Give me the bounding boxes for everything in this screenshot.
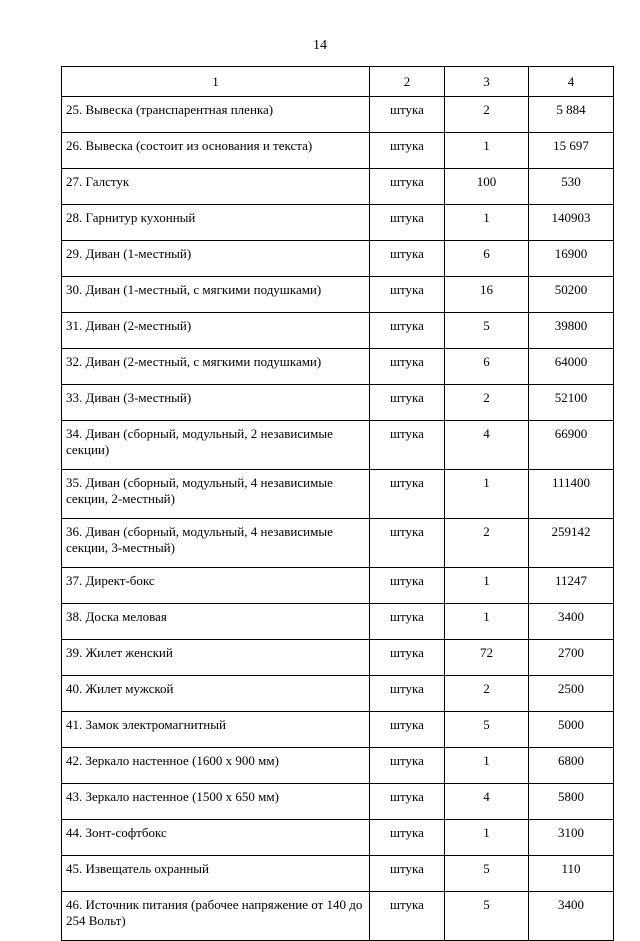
column-header-2: 2 bbox=[370, 67, 445, 97]
item-price: 50200 bbox=[529, 277, 614, 313]
item-price: 52100 bbox=[529, 385, 614, 421]
table-row bbox=[62, 604, 614, 640]
column-header-1: 1 bbox=[62, 67, 370, 97]
table-row bbox=[62, 784, 614, 820]
column-header-4: 4 bbox=[529, 67, 614, 97]
item-price: 3100 bbox=[529, 820, 614, 856]
table-row bbox=[62, 277, 614, 313]
item-name: 36. Диван (сборный, модульный, 4 независимые секции, 3-местный) bbox=[62, 519, 370, 568]
item-quantity: 1 bbox=[445, 470, 529, 519]
item-name: 27. Галстук bbox=[62, 169, 370, 205]
item-unit: штука bbox=[370, 97, 445, 133]
table-row bbox=[62, 820, 614, 856]
table-row bbox=[62, 856, 614, 892]
item-name: 25. Вывеска (транспарентная пленка) bbox=[62, 97, 370, 133]
item-unit: штука bbox=[370, 313, 445, 349]
item-unit: штука bbox=[370, 748, 445, 784]
item-unit: штука bbox=[370, 712, 445, 748]
item-price: 66900 bbox=[529, 421, 614, 470]
item-quantity: 6 bbox=[445, 241, 529, 277]
item-quantity: 5 bbox=[445, 712, 529, 748]
item-name: 33. Диван (3-местный) bbox=[62, 385, 370, 421]
table-row bbox=[62, 97, 614, 133]
item-name: 38. Доска меловая bbox=[62, 604, 370, 640]
item-unit: штука bbox=[370, 519, 445, 568]
item-quantity: 72 bbox=[445, 640, 529, 676]
table-row bbox=[62, 470, 614, 519]
item-price: 3400 bbox=[529, 892, 614, 941]
table-row bbox=[62, 712, 614, 748]
item-quantity: 2 bbox=[445, 519, 529, 568]
item-price: 2700 bbox=[529, 640, 614, 676]
table-row bbox=[62, 169, 614, 205]
table-row bbox=[62, 640, 614, 676]
item-unit: штука bbox=[370, 820, 445, 856]
table-row bbox=[62, 892, 614, 941]
item-unit: штука bbox=[370, 421, 445, 470]
item-name: 32. Диван (2-местный, с мягкими подушками) bbox=[62, 349, 370, 385]
item-price: 64000 bbox=[529, 349, 614, 385]
table-row bbox=[62, 519, 614, 568]
item-quantity: 1 bbox=[445, 133, 529, 169]
item-unit: штука bbox=[370, 349, 445, 385]
item-unit: штука bbox=[370, 640, 445, 676]
item-quantity: 5 bbox=[445, 856, 529, 892]
item-quantity: 1 bbox=[445, 604, 529, 640]
item-price: 16900 bbox=[529, 241, 614, 277]
item-name: 31. Диван (2-местный) bbox=[62, 313, 370, 349]
item-name: 45. Извещатель охранный bbox=[62, 856, 370, 892]
item-unit: штука bbox=[370, 568, 445, 604]
item-price: 5 884 bbox=[529, 97, 614, 133]
items-table bbox=[61, 66, 614, 941]
column-header-3: 3 bbox=[445, 67, 529, 97]
item-quantity: 1 bbox=[445, 205, 529, 241]
item-unit: штука bbox=[370, 277, 445, 313]
item-price: 530 bbox=[529, 169, 614, 205]
item-unit: штука bbox=[370, 892, 445, 941]
table-row bbox=[62, 385, 614, 421]
item-name: 43. Зеркало настенное (1500 х 650 мм) bbox=[62, 784, 370, 820]
item-quantity: 6 bbox=[445, 349, 529, 385]
item-price: 15 697 bbox=[529, 133, 614, 169]
item-name: 26. Вывеска (состоит из основания и текста) bbox=[62, 133, 370, 169]
item-price: 110 bbox=[529, 856, 614, 892]
table-row bbox=[62, 349, 614, 385]
item-price: 140903 bbox=[529, 205, 614, 241]
item-unit: штука bbox=[370, 470, 445, 519]
item-quantity: 2 bbox=[445, 385, 529, 421]
item-name: 30. Диван (1-местный, с мягкими подушками) bbox=[62, 277, 370, 313]
item-name: 40. Жилет мужской bbox=[62, 676, 370, 712]
item-name: 34. Диван (сборный, модульный, 2 независимые секции) bbox=[62, 421, 370, 470]
table-row bbox=[62, 421, 614, 470]
table-row bbox=[62, 133, 614, 169]
item-name: 41. Замок электромагнитный bbox=[62, 712, 370, 748]
item-unit: штука bbox=[370, 241, 445, 277]
item-unit: штука bbox=[370, 169, 445, 205]
item-quantity: 4 bbox=[445, 421, 529, 470]
table-row bbox=[62, 568, 614, 604]
table-row bbox=[62, 676, 614, 712]
item-price: 11247 bbox=[529, 568, 614, 604]
item-price: 2500 bbox=[529, 676, 614, 712]
item-price: 111400 bbox=[529, 470, 614, 519]
item-quantity: 100 bbox=[445, 169, 529, 205]
item-quantity: 4 bbox=[445, 784, 529, 820]
item-quantity: 1 bbox=[445, 568, 529, 604]
item-quantity: 1 bbox=[445, 748, 529, 784]
table-row bbox=[62, 205, 614, 241]
item-name: 37. Директ-бокс bbox=[62, 568, 370, 604]
item-unit: штука bbox=[370, 784, 445, 820]
item-price: 6800 bbox=[529, 748, 614, 784]
item-name: 35. Диван (сборный, модульный, 4 независимые секции, 2-местный) bbox=[62, 470, 370, 519]
table-row bbox=[62, 241, 614, 277]
item-unit: штука bbox=[370, 676, 445, 712]
item-name: 28. Гарнитур кухонный bbox=[62, 205, 370, 241]
item-quantity: 2 bbox=[445, 676, 529, 712]
page-number: 14 bbox=[313, 38, 327, 53]
item-quantity: 1 bbox=[445, 820, 529, 856]
item-unit: штука bbox=[370, 604, 445, 640]
item-price: 5800 bbox=[529, 784, 614, 820]
item-quantity: 2 bbox=[445, 97, 529, 133]
item-quantity: 5 bbox=[445, 313, 529, 349]
item-unit: штука bbox=[370, 856, 445, 892]
item-price: 5000 bbox=[529, 712, 614, 748]
table-row bbox=[62, 748, 614, 784]
table-row bbox=[62, 313, 614, 349]
item-name: 29. Диван (1-местный) bbox=[62, 241, 370, 277]
item-quantity: 16 bbox=[445, 277, 529, 313]
item-price: 259142 bbox=[529, 519, 614, 568]
item-name: 42. Зеркало настенное (1600 х 900 мм) bbox=[62, 748, 370, 784]
item-price: 39800 bbox=[529, 313, 614, 349]
table-header-row bbox=[62, 67, 614, 97]
item-price: 3400 bbox=[529, 604, 614, 640]
item-quantity: 5 bbox=[445, 892, 529, 941]
item-unit: штука bbox=[370, 205, 445, 241]
item-name: 46. Источник питания (рабочее напряжение от 140 до 254 Вольт) bbox=[62, 892, 370, 941]
item-name: 39. Жилет женский bbox=[62, 640, 370, 676]
item-name: 44. Зонт-софтбокс bbox=[62, 820, 370, 856]
item-unit: штука bbox=[370, 133, 445, 169]
item-unit: штука bbox=[370, 385, 445, 421]
